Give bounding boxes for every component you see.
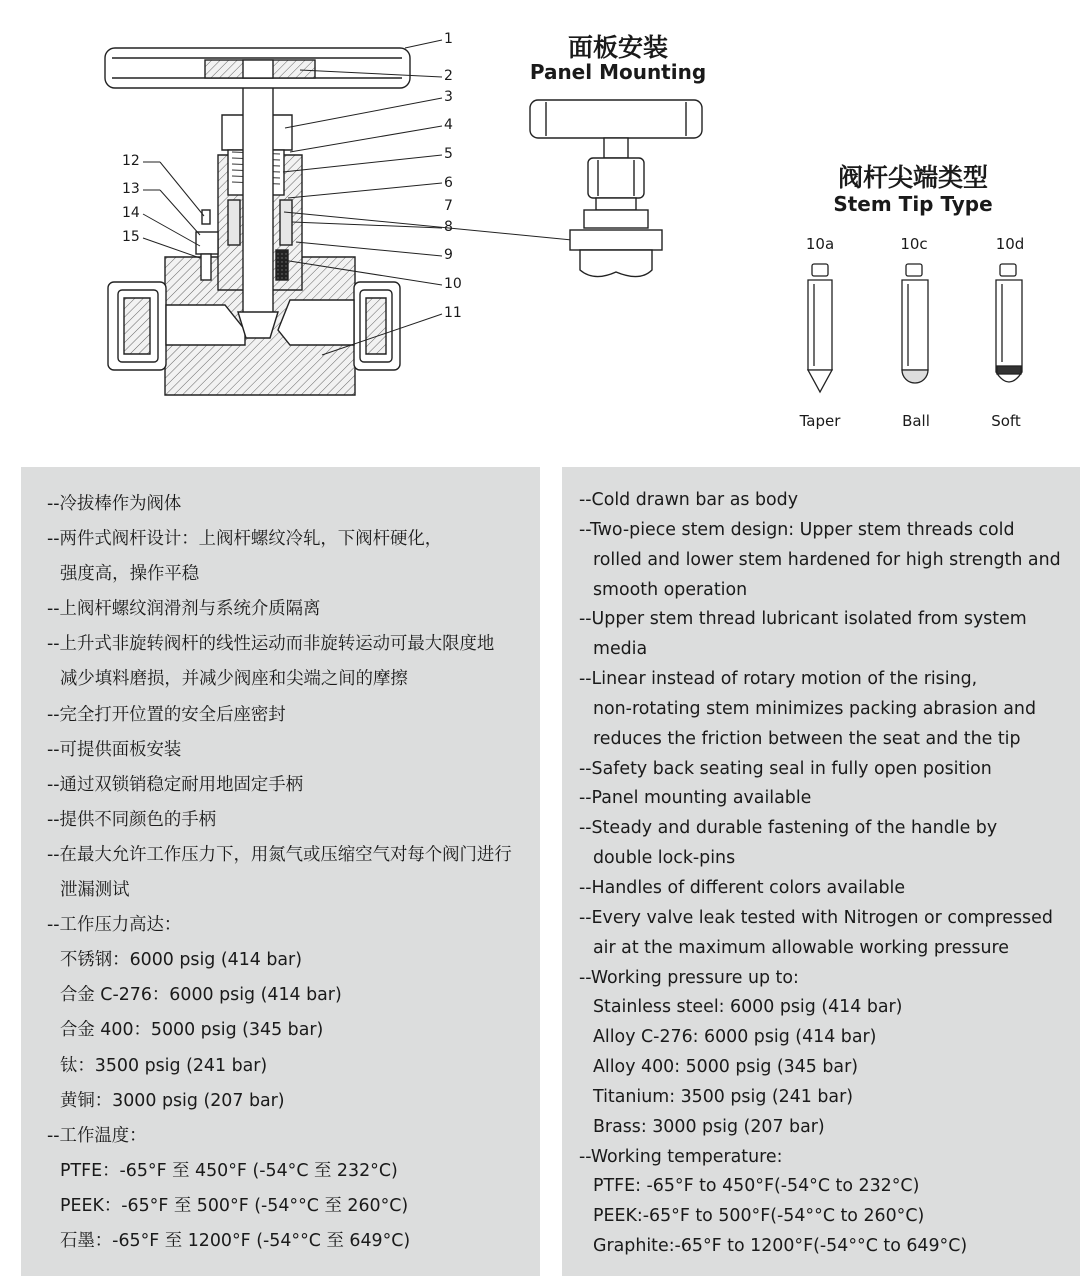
part-number-12: 12 <box>122 153 140 169</box>
tip-name-taper: Taper <box>799 412 841 430</box>
feature-line: --Working temperature: <box>579 1146 783 1167</box>
feature-line: --在最大允许工作压力下，用氮气或压缩空气对每个阀门进行 <box>47 844 512 865</box>
part-number-14: 14 <box>122 205 140 221</box>
part-number-4: 4 <box>444 117 453 133</box>
feature-line: 石墨：-65°F 至 1200°F (-54°°C 至 649°C) <box>60 1230 411 1251</box>
feature-line: --Linear instead of rotary motion of the rising, <box>579 669 978 690</box>
part-number-11: 11 <box>444 305 462 321</box>
feature-line: PEEK:-65°F to 500°F(-54°°C to 260°C) <box>593 1206 925 1227</box>
feature-line: Brass: 3000 psig (207 bar) <box>593 1116 825 1137</box>
feature-line: --完全打开位置的安全后座密封 <box>47 704 286 725</box>
feature-line: PEEK：-65°F 至 500°F (-54°°C 至 260°C) <box>60 1195 409 1216</box>
part-number-10: 10 <box>444 276 462 292</box>
tip-code-10a: 10a <box>805 235 835 253</box>
feature-line: --Safety back seating seal in fully open position <box>579 758 992 779</box>
part-number-2: 2 <box>444 68 453 84</box>
feature-line: 钛：3500 psig (241 bar) <box>60 1055 268 1076</box>
feature-line: --Working pressure up to: <box>579 967 799 988</box>
part-number-6: 6 <box>444 175 453 191</box>
feature-line: 黄铜：3000 psig (207 bar) <box>60 1090 285 1111</box>
part-number-1: 1 <box>444 31 453 47</box>
part-number-7: 7 <box>444 198 453 214</box>
features-panel-cn <box>21 467 540 1276</box>
stem-tip-ball <box>902 264 928 383</box>
feature-line: --Steady and durable fastening of the handle by <box>579 818 998 839</box>
feature-line: --Handles of different colors available <box>579 877 906 898</box>
feature-line: Alloy C-276: 6000 psig (414 bar) <box>593 1027 877 1048</box>
tip-code-10d: 10d <box>995 235 1025 253</box>
feature-line: Titanium: 3500 psig (241 bar) <box>593 1086 854 1107</box>
stem-tip-soft <box>996 264 1022 382</box>
feature-line: --提供不同颜色的手柄 <box>47 809 217 830</box>
panel-mounting-title-cn: 面板安装 <box>567 33 668 62</box>
feature-line: air at the maximum allowable working pressure <box>593 937 1009 958</box>
feature-line: reduces the friction between the seat and the tip <box>593 728 1021 749</box>
feature-line: --通过双锁销稳定耐用地固定手柄 <box>47 774 304 795</box>
feature-line: non-rotating stem minimizes packing abrasion and <box>593 698 1036 719</box>
feature-line: --Panel mounting available <box>579 788 812 809</box>
feature-line: 减少填料磨损，并减少阀座和尖端之间的摩擦 <box>60 669 408 690</box>
feature-line: --上升式非旋转阀杆的线性运动而非旋转运动可最大限度地 <box>47 634 495 655</box>
part-number-9: 9 <box>444 247 453 263</box>
stem-tip-title-cn: 阀杆尖端类型 <box>837 163 988 192</box>
feature-line: Stainless steel: 6000 psig (414 bar) <box>593 997 903 1018</box>
feature-line: --上阀杆螺纹润滑剂与系统介质隔离 <box>47 599 321 620</box>
panel-mount-drawing <box>530 100 702 277</box>
feature-line: --工作压力高达： <box>47 915 182 936</box>
feature-line: 不锈钢：6000 psig (414 bar) <box>60 950 302 971</box>
tip-code-10c: 10c <box>900 235 928 253</box>
feature-line: 合金 C-276：6000 psig (414 bar) <box>60 985 342 1006</box>
stem-tip-taper <box>808 264 832 392</box>
valve-diagram-area <box>0 0 1086 460</box>
feature-line: double lock-pins <box>593 848 736 869</box>
feature-line: rolled and lower stem hardened for high strength and <box>593 549 1061 570</box>
stem-tip-title-en: Stem Tip Type <box>833 192 993 216</box>
feature-line: 合金 400：5000 psig (345 bar) <box>60 1020 324 1041</box>
feature-line: --Upper stem thread lubricant isolated from system <box>579 609 1027 630</box>
feature-line: Graphite:-65°F to 1200°F(-54°°C to 649°C) <box>593 1236 968 1257</box>
tip-name-soft: Soft <box>991 412 1021 430</box>
feature-line: Alloy 400: 5000 psig (345 bar) <box>593 1057 859 1078</box>
part-number-15: 15 <box>122 229 140 245</box>
feature-line: --Two-piece stem design: Upper stem threads cold <box>579 519 1015 540</box>
part-number-3: 3 <box>444 89 453 105</box>
feature-line: --Every valve leak tested with Nitrogen or compressed <box>579 907 1053 928</box>
part-number-13: 13 <box>122 181 140 197</box>
feature-line: --冷拔棒作为阀体 <box>47 494 182 514</box>
part-number-5: 5 <box>444 146 453 162</box>
valve-cross-section <box>105 48 410 395</box>
feature-line: smooth operation <box>593 579 748 600</box>
feature-line: --可提供面板安装 <box>47 739 182 760</box>
feature-line: 强度高，操作平稳 <box>60 564 200 585</box>
tip-name-ball: Ball <box>902 412 930 430</box>
feature-line: --工作温度： <box>47 1125 147 1146</box>
part-number-8: 8 <box>444 219 453 235</box>
feature-line: PTFE: -65°F to 450°F(-54°C to 232°C) <box>593 1176 920 1197</box>
features-panel-en <box>562 467 1080 1276</box>
feature-line: media <box>593 639 648 660</box>
feature-line: --两件式阀杆设计：上阀杆螺纹冷轧，下阀杆硬化， <box>47 529 443 550</box>
feature-line: PTFE：-65°F 至 450°F (-54°C 至 232°C) <box>60 1160 398 1181</box>
panel-mounting-title-en: Panel Mounting <box>529 60 707 84</box>
feature-line: --Cold drawn bar as body <box>579 490 798 510</box>
feature-line: 泄漏测试 <box>60 880 130 901</box>
